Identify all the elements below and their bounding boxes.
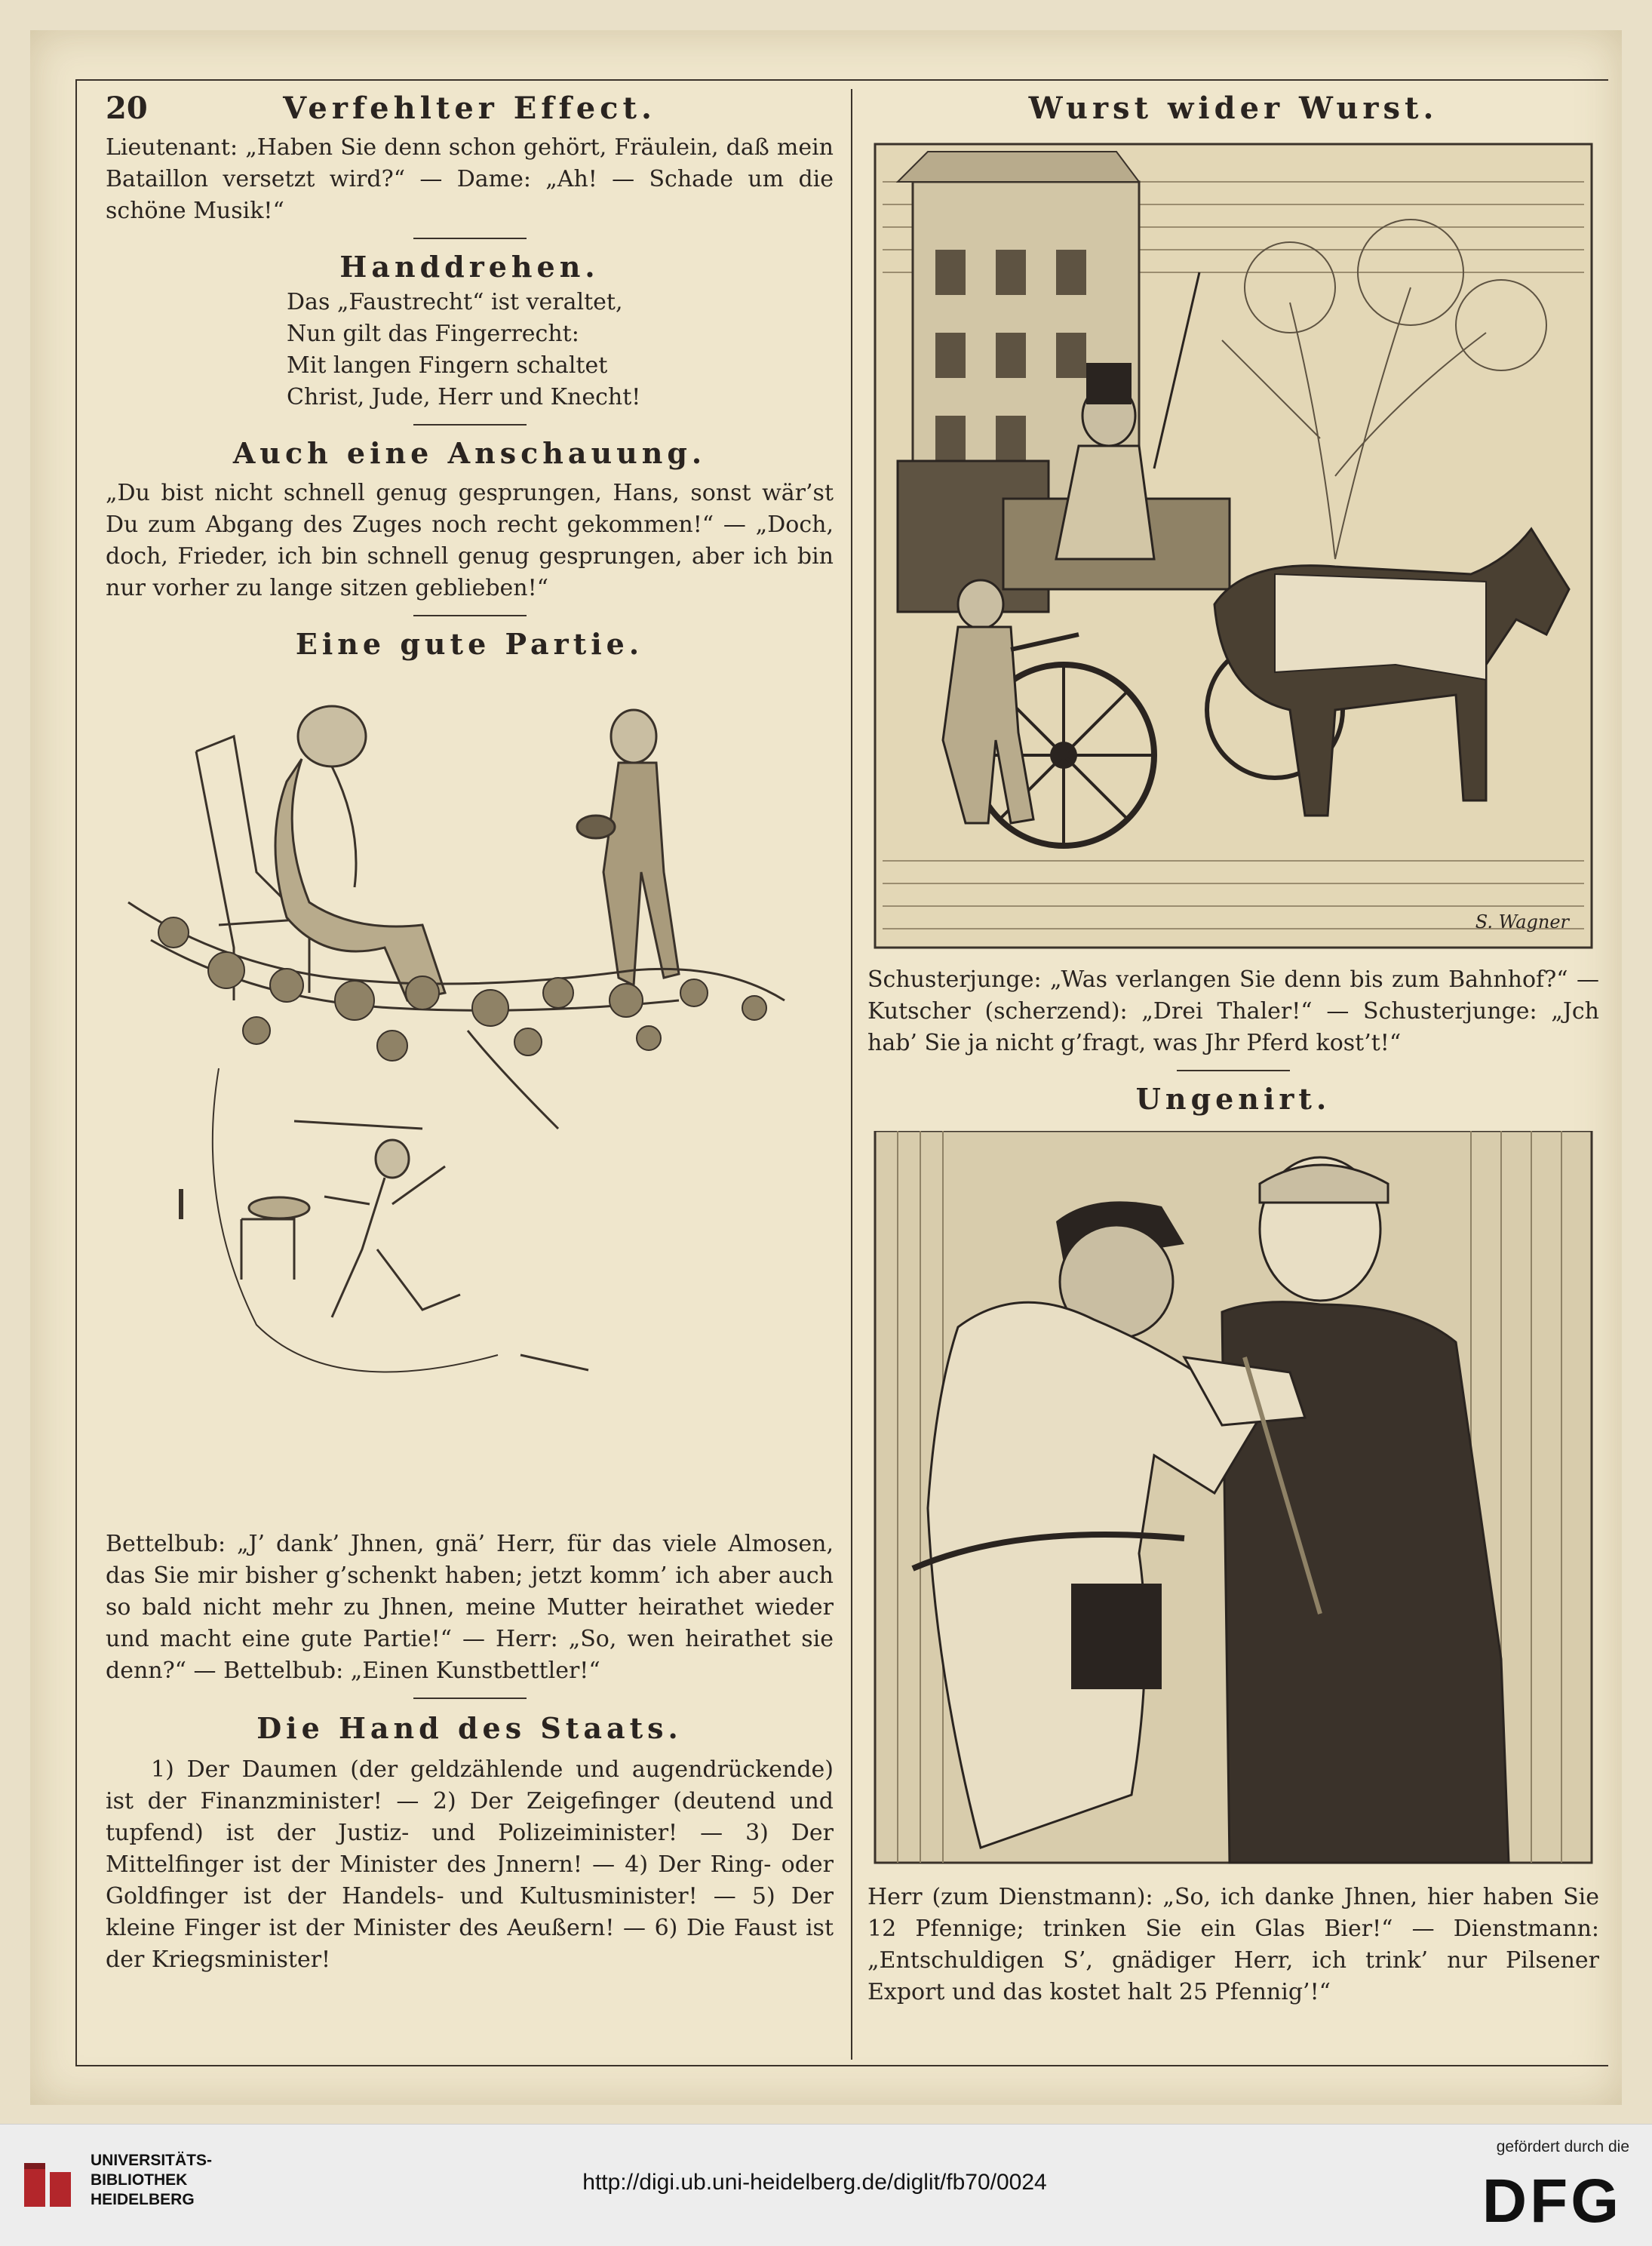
section-title-handdrehen: Handdrehen. <box>339 250 600 284</box>
section-text-wurst-wider-wurst: Schusterjunge: „Was verlangen Sie denn bis zum Bahnhof?“ — Kutscher (scherzend): „Drei Thaler!“ — Schusterjunge: „Jch hab’ Sie ja nicht g’fragt, was Jhr Pferd kost’t!“ <box>867 966 1599 1056</box>
poem-line: Mit langen Fingern schaltet <box>287 352 608 379</box>
left-column <box>106 83 834 1976</box>
poem-line: Christ, Jude, Herr und Knecht! <box>287 384 641 410</box>
section-title-die-hand-des-staats: Die Hand des Staats. <box>256 1711 683 1745</box>
library-line: HEIDELBERG <box>91 2191 195 2208</box>
engraving-porter-illustration <box>867 1131 1599 1867</box>
section-divider <box>413 424 527 426</box>
page-number: 20 <box>106 91 148 126</box>
library-line: BIBLIOTHEK <box>91 2171 188 2189</box>
library-line: UNIVERSITÄTS- <box>91 2152 213 2169</box>
section-text-die-hand-des-staats: 1) Der Daumen (der geldzählende und augendrückende) ist der Finanzminister! — 2) Der Zeigefinger (deutend und tupfend) ist der Justiz- und Polizeiminister! — 3) Der Mittelfinger ist der Minister des Jnnern! — 4) Der Ring- oder Goldfinger ist der Handels- und Kultusminister! — 5) Der kleine Finger ist der Minister des Aeußern! — 6) Die Faust ist der Kriegsminister! <box>106 1756 834 1973</box>
artist-signature: S. Wagner <box>1475 911 1569 933</box>
section-divider <box>413 615 527 616</box>
funding-caption: gefördert durch die <box>1496 2138 1629 2155</box>
dfg-logo: DFG <box>1482 2167 1622 2235</box>
section-title-verfehlter-effect: Verfehlter Effect. <box>283 91 656 126</box>
column-divider <box>851 89 852 2060</box>
poem-handdrehen <box>106 287 834 413</box>
section-divider <box>413 1698 527 1699</box>
section-divider <box>1177 1070 1290 1071</box>
section-divider <box>413 238 527 239</box>
section-text-auch-eine-anschauung: „Du bist nicht schnell genug gesprungen, Hans, sonst wär’st Du zum Abgang des Zuges noch recht gekommen!“ — „Doch, doch, Frieder, ich bin schnell genug gesprungen, aber ich bin nur vorher zu lange sitzen geblieben!“ <box>106 480 834 601</box>
engraving-beggar-boy-illustration <box>106 676 834 1506</box>
poem-line: Das „Faustrecht“ ist veraltet, <box>287 289 623 315</box>
engraving-coachman-illustration <box>867 137 1599 955</box>
engraving-beggar-boy-svg <box>106 676 834 1506</box>
engraving-coachman-svg <box>867 137 1599 955</box>
section-title-eine-gute-partie: Eine gute Partie. <box>295 627 644 661</box>
engraving-porter-svg <box>867 1131 1599 1867</box>
section-title-ungenirt: Ungenirt. <box>1135 1082 1331 1116</box>
poem-line: Nun gilt das Fingerrecht: <box>287 321 579 347</box>
section-text-eine-gute-partie: Bettelbub: „J’ dank’ Jhnen, gnä’ Herr, für das viele Almosen, das Sie mir bisher g’schenkt haben; jetzt komm’ ich aber auch so bald nicht mehr zu Jhnen, meine Mutter heirathet wieder und macht eine gute Partie!“ — Herr: „So, wen heirathet sie denn?“ — Bettelbub: „Einen Kunstbettler!“ <box>106 1531 834 1684</box>
section-text-ungenirt: Herr (zum Dienstmann): „So, ich danke Jhnen, hier haben Sie 12 Pfennige; trinken Sie ein Glas Bier!“ — Dienstmann: „Entschuldigen S’, gnädiger Herr, ich trink’ nur Pilsener Export und das kostet halt 25 Pfennig’!“ <box>867 1884 1599 2005</box>
section-title-auch-eine-anschauung: Auch eine Anschauung. <box>232 436 707 470</box>
section-title-wurst-wider-wurst: Wurst wider Wurst. <box>1028 91 1439 126</box>
right-column <box>867 83 1599 2008</box>
library-logo-icon <box>21 2158 81 2211</box>
section-text-verfehlter-effect: Lieutenant: „Haben Sie denn schon gehört, Fräulein, daß mein Bataillon versetzt wird?“ — Dame: „Ah! — Schade um die schöne Musik!“ <box>106 134 834 224</box>
library-name <box>91 2151 212 2210</box>
permalink-url[interactable]: http://digi.ub.uni-heidelberg.de/diglit/fb70/0024 <box>582 2170 1047 2195</box>
viewer-footer <box>0 2124 1652 2246</box>
